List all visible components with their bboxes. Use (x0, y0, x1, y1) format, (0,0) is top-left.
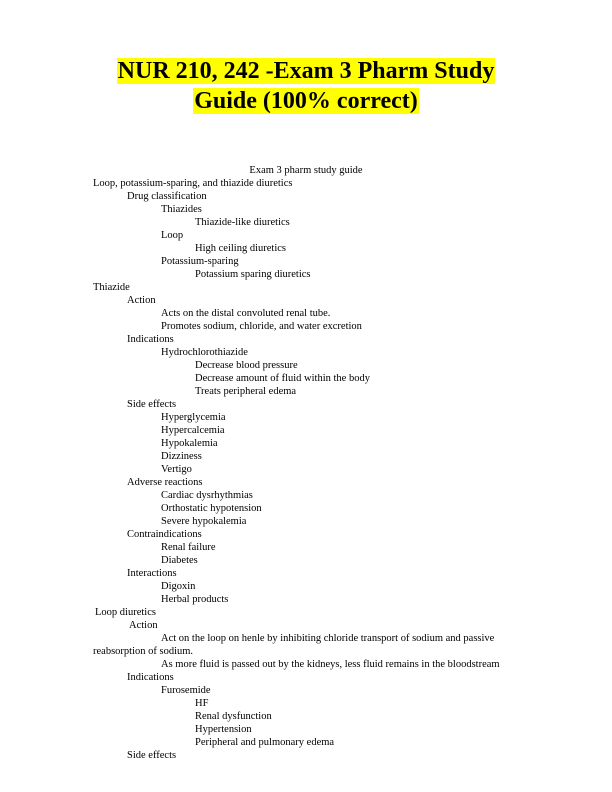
title-line-1-text: NUR 210, 242 -Exam 3 Pharm Study (117, 58, 495, 84)
document-subtitle: Exam 3 pharm study guide (249, 165, 363, 176)
outline-line: Acts on the distal convoluted renal tube. (161, 308, 331, 319)
outline-line: Treats peripheral edema (195, 386, 297, 397)
outline-line: Renal failure (161, 542, 216, 553)
outline-line: HF (195, 698, 209, 709)
outline-line: Loop diuretics (95, 607, 156, 618)
outline-line: Hypokalemia (161, 438, 218, 449)
outline-line: Act on the loop on henle by inhibiting chloride transport of sodium and passive (161, 633, 495, 644)
outline-line: Renal dysfunction (195, 711, 272, 722)
outline-line: Promotes sodium, chloride, and water excretion (161, 321, 362, 332)
outline-line: Hydrochlorothiazide (161, 347, 248, 358)
outline-line: Interactions (127, 568, 177, 579)
outline-line: Drug classification (127, 191, 207, 202)
outline-line: Indications (127, 334, 174, 345)
outline-line: Loop (161, 230, 184, 241)
outline-line: Indications (127, 672, 174, 683)
study-guide-outline (93, 177, 533, 762)
title-line-1 (0, 56, 612, 86)
outline-line: Peripheral and pulmonary edema (195, 737, 335, 748)
outline-line: Orthostatic hypotension (161, 503, 262, 514)
title-line-2-text: Guide (100% correct) (194, 88, 418, 114)
outline-line: Decrease blood pressure (195, 360, 298, 371)
outline-line: Hypertension (195, 724, 252, 735)
title-line-2 (0, 86, 612, 116)
outline-line: Hyperglycemia (161, 412, 226, 423)
outline-line: Hypercalcemia (161, 425, 225, 436)
outline-line: Thiazide-like diuretics (195, 217, 290, 228)
outline-line: As more fluid is passed out by the kidneys, less fluid remains in the bloodstream (161, 659, 500, 670)
outline-line: Furosemide (161, 685, 211, 696)
outline-line: Cardiac dysrhythmias (161, 490, 253, 501)
outline-line: Action (127, 295, 156, 306)
outline-line: Severe hypokalemia (161, 516, 247, 527)
outline-line: Adverse reactions (127, 477, 203, 488)
outline-line: Diabetes (161, 555, 198, 566)
outline-line: Side effects (127, 750, 177, 761)
outline-line: Digoxin (161, 581, 196, 592)
document-title (0, 56, 612, 116)
outline-line: Potassium sparing diuretics (195, 269, 311, 280)
outline-line: Side effects (127, 399, 177, 410)
outline-line: Action (129, 620, 158, 631)
outline-line: Potassium-sparing (161, 256, 239, 267)
outline-line: Thiazide (93, 282, 130, 293)
outline-line: Contraindications (127, 529, 202, 540)
outline-line: Herbal products (161, 594, 229, 605)
outline-line: High ceiling diuretics (195, 243, 286, 254)
outline-line: Decrease amount of fluid within the body (195, 373, 370, 384)
outline-line: Dizziness (161, 451, 202, 462)
outline-line: Vertigo (161, 464, 192, 475)
outline-line: Loop, potassium-sparing, and thiazide diuretics (93, 178, 293, 189)
outline-line: Thiazides (161, 204, 202, 215)
outline-line: reabsorption of sodium. (93, 646, 194, 657)
